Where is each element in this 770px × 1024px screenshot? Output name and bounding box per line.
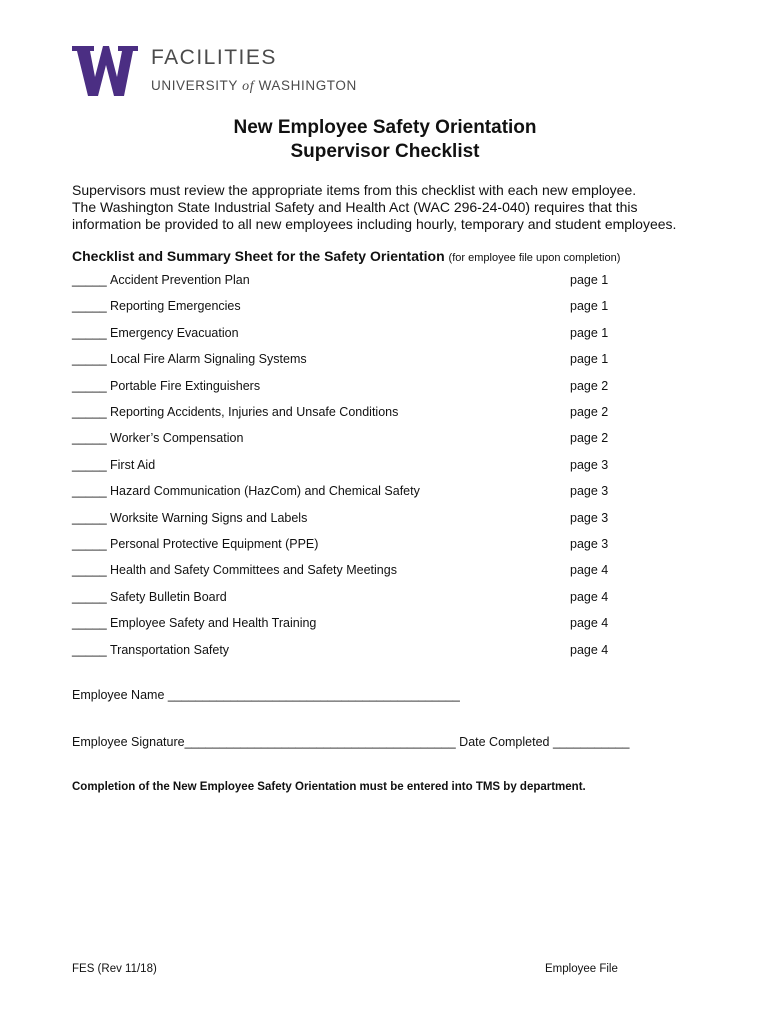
intro-line-2: The Washington State Industrial Safety and Health Act (WAC 296-24-040) requires that this <box>72 199 638 215</box>
checklist-item-checkbox-blank[interactable]: _____ <box>72 563 107 577</box>
checklist-item-page: page 2 <box>570 431 609 445</box>
logo-of-word: of <box>242 79 255 94</box>
checklist-item-label: Accident Prevention Plan <box>110 273 250 287</box>
checklist-item-label: Reporting Emergencies <box>110 299 241 313</box>
logo-washington-word: WASHINGTON <box>258 78 357 93</box>
checklist-item <box>72 324 612 342</box>
checklist-item-checkbox-blank[interactable]: _____ <box>72 616 107 630</box>
checklist-item-checkbox-blank[interactable]: _____ <box>72 484 107 498</box>
intro-paragraph <box>72 182 692 233</box>
checklist-item <box>72 456 612 474</box>
checklist-item-checkbox-blank[interactable]: _____ <box>72 273 107 287</box>
checklist-item <box>72 535 612 553</box>
checklist-item-page: page 2 <box>570 379 609 393</box>
checklist-item-checkbox-blank[interactable]: _____ <box>72 405 107 419</box>
checklist-item-checkbox-blank[interactable]: _____ <box>72 431 107 445</box>
employee-signature-field[interactable]: Employee Signature_______________________________________ Date Completed ___________ <box>72 735 630 749</box>
checklist-item <box>72 509 612 527</box>
logo-facilities-text: FACILITIES <box>151 46 277 69</box>
checklist-item <box>72 350 612 368</box>
checklist-item <box>72 297 612 315</box>
checklist-item-label: Worksite Warning Signs and Labels <box>110 511 308 525</box>
checklist-item <box>72 614 612 632</box>
checklist-item <box>72 641 612 659</box>
checklist-item-label: Portable Fire Extinguishers <box>110 379 261 393</box>
intro-line-3: information be provided to all new employees including hourly, temporary and student employees. <box>72 216 677 232</box>
checklist-item-label: Worker’s Compensation <box>110 431 244 445</box>
checklist-item-page: page 4 <box>570 643 609 657</box>
completion-note: Completion of the New Employee Safety Orientation must be entered into TMS by department. <box>72 781 586 793</box>
checklist-item-page: page 4 <box>570 563 609 577</box>
checklist-item-label: Safety Bulletin Board <box>110 590 227 604</box>
checklist-item-checkbox-blank[interactable]: _____ <box>72 326 107 340</box>
logo-university-text <box>151 78 357 95</box>
checklist-item-label: Transportation Safety <box>110 643 230 657</box>
uw-facilities-logo <box>72 46 357 98</box>
checklist-item-label: Reporting Accidents, Injuries and Unsafe Conditions <box>110 405 399 419</box>
checklist-item-page: page 1 <box>570 273 609 287</box>
checklist-heading-text: Checklist and Summary Sheet for the Safety Orientation <box>72 248 445 264</box>
checklist-item-label: First Aid <box>110 458 156 472</box>
checklist-item <box>72 588 612 606</box>
checklist-item-page: page 1 <box>570 299 609 313</box>
checklist-item-label: Employee Safety and Health Training <box>110 616 317 630</box>
checklist-item-checkbox-blank[interactable]: _____ <box>72 643 107 657</box>
checklist-item-checkbox-blank[interactable]: _____ <box>72 379 107 393</box>
footer-file-label: Employee File <box>545 963 618 975</box>
checklist-item <box>72 561 612 579</box>
checklist-item-page: page 2 <box>570 405 609 419</box>
checklist-item-checkbox-blank[interactable]: _____ <box>72 511 107 525</box>
logo-university-word: UNIVERSITY <box>151 78 238 93</box>
checklist-item-label: Local Fire Alarm Signaling Systems <box>110 352 307 366</box>
checklist-item-checkbox-blank[interactable]: _____ <box>72 590 107 604</box>
uw-w-logo-icon <box>72 46 138 96</box>
checklist-item-label: Hazard Communication (HazCom) and Chemical Safety <box>110 484 420 498</box>
document-title: New Employee Safety Orientation <box>233 117 537 138</box>
checklist-item-label: Personal Protective Equipment (PPE) <box>110 537 319 551</box>
checklist-item-checkbox-blank[interactable]: _____ <box>72 299 107 313</box>
document-subtitle: Supervisor Checklist <box>290 141 480 162</box>
checklist-item-page: page 4 <box>570 616 609 630</box>
checklist-item <box>72 377 612 395</box>
checklist-item-page: page 4 <box>570 590 609 604</box>
intro-line-1: Supervisors must review the appropriate items from this checklist with each new employee. <box>72 182 637 198</box>
checklist-item-page: page 3 <box>570 484 609 498</box>
checklist-heading-note: (for employee file upon completion) <box>448 252 621 264</box>
checklist-item-page: page 3 <box>570 511 609 525</box>
checklist-item-checkbox-blank[interactable]: _____ <box>72 458 107 472</box>
checklist-item-label: Emergency Evacuation <box>110 326 239 340</box>
checklist-item <box>72 482 612 500</box>
checklist-item-page: page 1 <box>570 326 609 340</box>
checklist-item-checkbox-blank[interactable]: _____ <box>72 537 107 551</box>
checklist-item-page: page 1 <box>570 352 609 366</box>
checklist-item <box>72 429 612 447</box>
employee-name-field[interactable]: Employee Name __________________________________________ <box>72 688 460 702</box>
footer-revision: FES (Rev 11/18) <box>72 963 157 975</box>
checklist-item-label: Health and Safety Committees and Safety Meetings <box>110 563 397 577</box>
checklist-item <box>72 403 612 421</box>
checklist-item-page: page 3 <box>570 537 609 551</box>
checklist-heading <box>72 248 620 264</box>
checklist-item-checkbox-blank[interactable]: _____ <box>72 352 107 366</box>
checklist-item <box>72 271 612 289</box>
checklist-item-page: page 3 <box>570 458 609 472</box>
